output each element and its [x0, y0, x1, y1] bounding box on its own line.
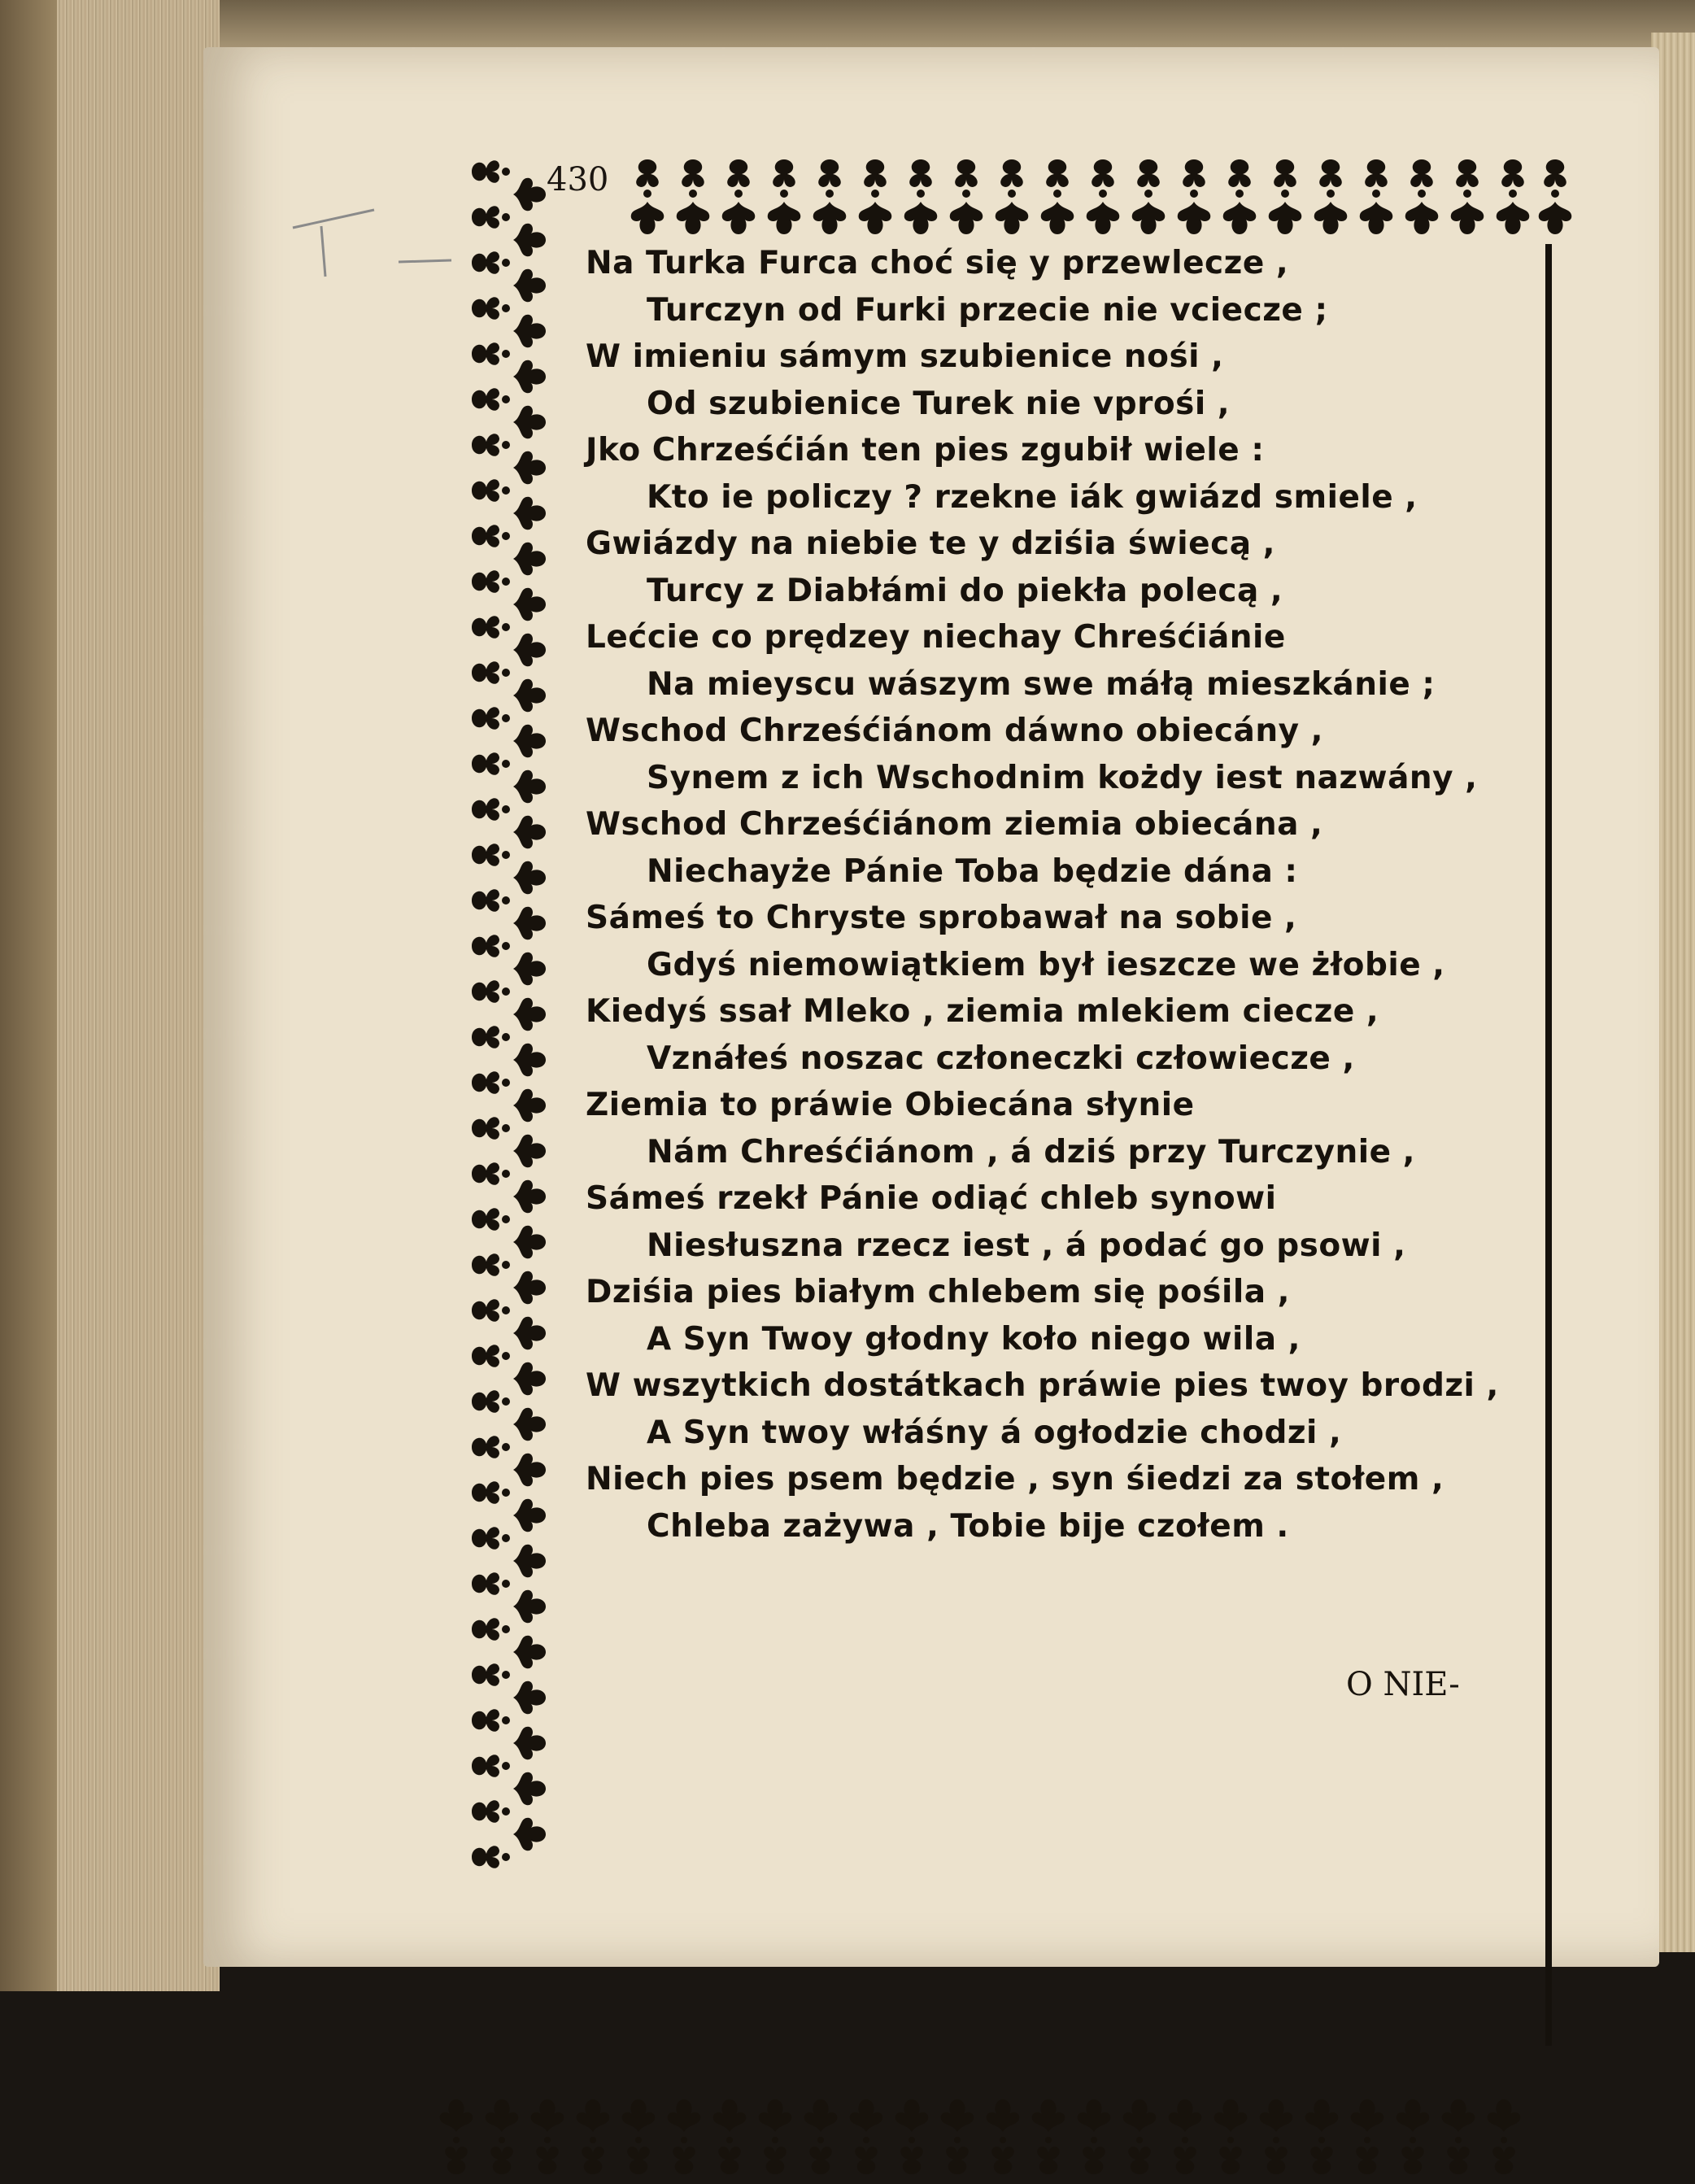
poem-line: Chleba zażywa , Tobie bije czołem .: [647, 1507, 1289, 1545]
book-page-edges-left: [0, 0, 220, 1991]
ornament-border-bottom: [435, 2095, 1549, 2184]
poem-line: Gwiázdy na niebie te y dziśia świecą ,: [586, 525, 1275, 562]
ornament-border-top: [626, 155, 1578, 244]
book-binding: [0, 0, 57, 1991]
poem-line: Gdyś niemowiątkiem był ieszcze we żłobie ,: [647, 946, 1445, 983]
poem-line: A Syn Twoy głodny koło niego wila ,: [647, 1320, 1301, 1358]
poem-line: Niechayże Pánie Toba będzie dána :: [647, 852, 1298, 890]
poem-line: Turczyn od Furki przecie nie vciecze ;: [647, 291, 1328, 329]
poem-line: Sámeś to Chryste sprobawał na sobie ,: [586, 900, 1297, 936]
poem-line: Wschod Chrześćiánom dáwno obiecány ,: [586, 713, 1323, 749]
poem-line: Kiedyś ssał Mleko , ziemia mlekiem ciecze ,: [586, 993, 1379, 1030]
poem-line: Nám Chreśćiánom , á dziś przy Turczynie ,: [647, 1133, 1415, 1170]
book-top-edge: [0, 0, 1695, 50]
poem-line: W imieniu sámym szubienice nośi ,: [586, 338, 1224, 375]
ornament-border-left: [464, 150, 553, 2135]
poem-line: W wszytkich dostátkach práwie pies twoy brodzi ,: [586, 1367, 1499, 1404]
poem-line: Jko Chrześćián ten pies zgubił wiele :: [586, 432, 1265, 469]
poem-line: Vznáłeś noszac członeczki człowiecze ,: [647, 1040, 1355, 1077]
poem-line: Niech pies psem będzie , syn śiedzi za stołem ,: [586, 1461, 1444, 1497]
catchword: O NIE-: [1346, 1666, 1460, 1703]
poem-line: A Syn twoy włáśny á ogłodzie chodzi ,: [647, 1414, 1342, 1451]
poem: [586, 240, 1529, 1550]
page-number: 430: [547, 161, 609, 198]
poem-line: Na mieyscu wászym swe máłą mieszkánie ;: [647, 665, 1436, 703]
poem-line: Turcy z Diabłámi do piekła polecą ,: [647, 572, 1283, 609]
poem-line: Sámeś rzekł Pánie odiąć chleb synowi: [586, 1180, 1277, 1217]
poem-line: Od szubienice Turek nie vprośi ,: [647, 385, 1231, 422]
poem-line: Dziśia pies białym chlebem się pośila ,: [586, 1274, 1290, 1310]
poem-line: Synem z ich Wschodnim kożdy iest nazwány ,: [647, 759, 1478, 796]
pencil-mark-icon: [285, 195, 464, 285]
poem-line: Lećcie co prędzey niechay Chreśćiánie: [586, 619, 1286, 656]
poem-line: Wschod Chrześćiánom ziemia obiecána ,: [586, 806, 1323, 843]
poem-line: Ziemia to práwie Obiecána słynie: [586, 1087, 1195, 1123]
frame-rule-right: [1545, 244, 1552, 2046]
poem-line: Niesłuszna rzecz iest , á podać go psowi ,: [647, 1227, 1406, 1264]
poem-line: Na Turka Furca choć się y przewlecze ,: [586, 245, 1289, 281]
poem-line: Kto ie policzy ? rzekne iák gwiázd smiele ,: [647, 478, 1418, 516]
